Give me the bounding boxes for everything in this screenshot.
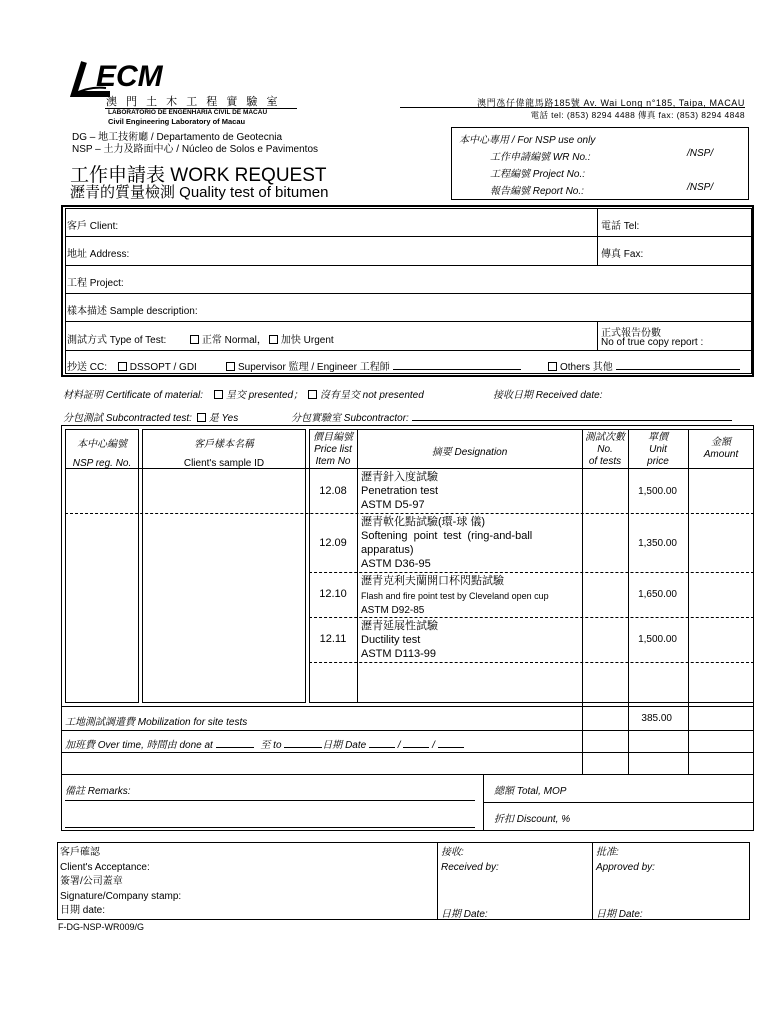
dept-nsp: NSP – 土力及路面中心 / Núcleo de Solos e Pavimentos — [72, 144, 319, 155]
form-code: F-DG-NSP-WR009/G — [58, 922, 145, 932]
dssopt-label: DSSOPT / GDI — [129, 362, 197, 373]
copies-en[interactable]: No of true copy report : — [601, 337, 704, 348]
row-designation-en: Penetration test — [361, 485, 439, 497]
supervisor-input[interactable] — [393, 369, 521, 370]
project-field[interactable]: 工程 Project: — [67, 278, 124, 289]
table-row — [309, 469, 754, 513]
not-presented-checkbox[interactable] — [308, 390, 317, 399]
client-acceptance-zh: 客戶確認 — [60, 847, 100, 858]
overtime-to-input[interactable] — [284, 747, 322, 748]
supervisor-label: Supervisor 監理 / Engineer 工程師 — [238, 362, 390, 373]
discount-label: 折扣 Discount, % — [494, 814, 571, 825]
row-standard: ASTM D113-99 — [361, 648, 436, 660]
yes-label: 是 Yes — [208, 413, 239, 424]
overtime-from-input[interactable] — [216, 747, 254, 748]
others-checkbox[interactable] — [548, 362, 557, 371]
header-unit-en2: price — [647, 456, 669, 467]
certificate-label: 材料証明 Certificate of material: — [63, 390, 204, 401]
row-item-no: 12.09 — [319, 537, 347, 549]
normal-label: 正常 Normal， — [201, 335, 267, 346]
approved-zh: 批准: — [596, 847, 619, 858]
header-amount-en: Amount — [703, 449, 739, 460]
row-designation-en: Flash and fire point test by Cleveland open cup — [361, 591, 549, 601]
dssopt-checkbox[interactable] — [118, 362, 127, 371]
row-designation-en-cont: apparatus) — [361, 544, 414, 556]
test-type-row — [67, 331, 334, 346]
subcontracted-label: 分包測試 Subcontracted test: — [63, 413, 192, 424]
row-designation-zh: 瀝青克利夫蘭開口杯閃點試驗 — [361, 575, 504, 587]
client-date[interactable]: 日期 date: — [60, 905, 106, 916]
supervisor-checkbox[interactable] — [226, 362, 235, 371]
page-title: 工作申請表 WORK REQUEST — [70, 165, 327, 186]
header-client-id-zh: 客戶樣本名稱 — [194, 439, 254, 450]
stamp-en[interactable]: Signature/Company stamp: — [60, 890, 182, 902]
urgent-label: 加快 Urgent — [280, 335, 334, 346]
date-month-input[interactable] — [403, 747, 429, 748]
row-standard: ASTM D36-95 — [361, 558, 431, 570]
remarks-label: 備註 Remarks: — [65, 786, 131, 797]
header-price-zh: 價目編號 — [313, 432, 353, 443]
header-tests-en1: No. — [597, 444, 613, 455]
sample-description-field[interactable]: 樣本描述 Sample description: — [67, 306, 198, 317]
presented-checkbox[interactable] — [214, 390, 223, 399]
date-day-input[interactable] — [369, 747, 395, 748]
header-amount-zh: 金額 — [711, 437, 731, 448]
report-no-suffix: /NSP/ — [687, 182, 714, 193]
header-tests-zh: 測試次數 — [585, 432, 625, 443]
urgent-checkbox[interactable] — [269, 335, 278, 344]
others-label: Others 其他 — [560, 362, 613, 373]
fax-field[interactable]: 傳真 Fax: — [601, 249, 644, 260]
header-designation: 摘要 Designation — [431, 447, 508, 458]
overtime-date-label: 日期 Date — [322, 740, 367, 751]
nsp-box-heading: 本中心專用 / For NSP use only — [459, 135, 596, 146]
test-type-label: 測試方式 Type of Test: — [67, 335, 167, 346]
row-unit-price: 1,350.00 — [638, 538, 677, 549]
client-field[interactable]: 客戶 Client: — [67, 221, 119, 232]
table-row — [309, 514, 754, 572]
client-acceptance-en: Client's Acceptance: — [60, 861, 150, 873]
received-by[interactable]: Received by: — [441, 861, 499, 873]
row-unit-price: 1,650.00 — [638, 589, 677, 600]
header-tests-en2: of tests — [588, 456, 622, 467]
received-date-field[interactable]: 接收日期 Received date: — [493, 390, 603, 401]
subcontractor-label: 分包實驗室 Subcontractor: — [291, 413, 409, 424]
copies-zh: 正式報告份數 — [601, 328, 661, 339]
lab-address: 澳門氹仔偉龍馬路185號 Av. Wai Long n°185, Taipa, MACAU — [477, 98, 745, 108]
header-client-id-en: Client's sample ID — [183, 458, 265, 469]
header-unit-zh: 單價 — [648, 432, 668, 443]
remarks-line-1[interactable] — [65, 800, 475, 801]
header-nsp-reg-en: NSP reg. No. — [72, 458, 132, 469]
row-designation-zh: 瀝青針入度試驗 — [361, 471, 438, 483]
lab-name-zh: 澳 門 土 木 工 程 實 驗 室 — [106, 96, 281, 108]
address-field[interactable]: 地址 Address: — [67, 249, 130, 260]
row-designation-zh: 瀝青延展性試驗 — [361, 620, 438, 632]
row-item-no: 12.11 — [319, 633, 347, 645]
dept-dg: DG – 地工技術廳 / Departamento de Geotecnia — [72, 132, 283, 143]
mobilization-price: 385.00 — [641, 713, 672, 724]
header-unit-en1: Unit — [649, 444, 667, 455]
yes-checkbox[interactable] — [197, 413, 206, 422]
row-unit-price: 1,500.00 — [638, 634, 677, 645]
overtime-row: 加班費 Over time, 時間由 done at 至 to 日期 Date / / — [65, 736, 464, 751]
date-year-input[interactable] — [438, 747, 464, 748]
table-row — [309, 618, 754, 662]
table-row — [309, 573, 754, 617]
row-standard: ASTM D92-85 — [361, 605, 425, 616]
received-date[interactable]: 日期 Date: — [441, 909, 488, 920]
total-label: 總額 Total, MOP — [494, 786, 567, 797]
others-input[interactable] — [616, 369, 740, 370]
remarks-line-2[interactable] — [65, 827, 475, 828]
received-zh: 接收: — [441, 847, 464, 858]
header-nsp-reg-zh: 本中心編號 — [77, 439, 127, 450]
header-price-en1: Price list — [314, 444, 352, 455]
row-unit-price: 1,500.00 — [638, 486, 677, 497]
row-item-no: 12.10 — [319, 588, 347, 600]
normal-checkbox[interactable] — [190, 335, 199, 344]
subcontractor-input[interactable] — [412, 420, 732, 421]
header-price-en2: Item No — [315, 456, 351, 467]
row-designation-zh: 瀝青軟化點試驗(環-球 儀) — [361, 516, 486, 528]
presented-label: 呈交 presented； — [225, 390, 304, 401]
overtime-to-label: 至 to — [260, 740, 282, 751]
row-item-no: 12.08 — [319, 485, 347, 497]
mobilization-label: 工地測試調遣費 Mobilization for site tests — [65, 717, 248, 728]
row-designation-en: Softening point test (ring-and-ball — [361, 530, 533, 542]
tel-field[interactable]: 電話 Tel: — [601, 221, 640, 232]
wr-no-label: 工作申請編號 WR No.: — [490, 152, 591, 163]
approved-date[interactable]: 日期 Date: — [596, 909, 643, 920]
lab-name-pt: LABORATÓRIO DE ENGENHARIA CIVIL DE MACAU — [108, 109, 268, 116]
row-standard: ASTM D5-97 — [361, 499, 425, 511]
svg-text:ECM: ECM — [96, 60, 163, 93]
cc-label: 抄送 CC: — [67, 362, 107, 373]
row-designation-en: Ductility test — [361, 634, 421, 646]
approved-by[interactable]: Approved by: — [596, 861, 655, 873]
overtime-label: 加班費 Over time, 時間由 done at — [65, 740, 213, 751]
lab-phone-fax: 電話 tel: (853) 8294 4488 傳真 fax: (853) 8294 4848 — [530, 110, 745, 120]
stamp-zh: 簽署/公司蓋章 — [60, 876, 123, 887]
not-presented-label: 沒有呈交 not presented — [319, 390, 424, 401]
project-no-label: 工程編號 Project No.: — [490, 169, 586, 180]
lab-name-en: Civil Engineering Laboratory of Macau — [108, 117, 246, 126]
page-subtitle: 瀝青的質量檢測 Quality test of bitumen — [70, 184, 329, 201]
report-no-label: 報告編號 Report No.: — [490, 186, 584, 197]
wr-no-suffix: /NSP/ — [687, 148, 714, 159]
